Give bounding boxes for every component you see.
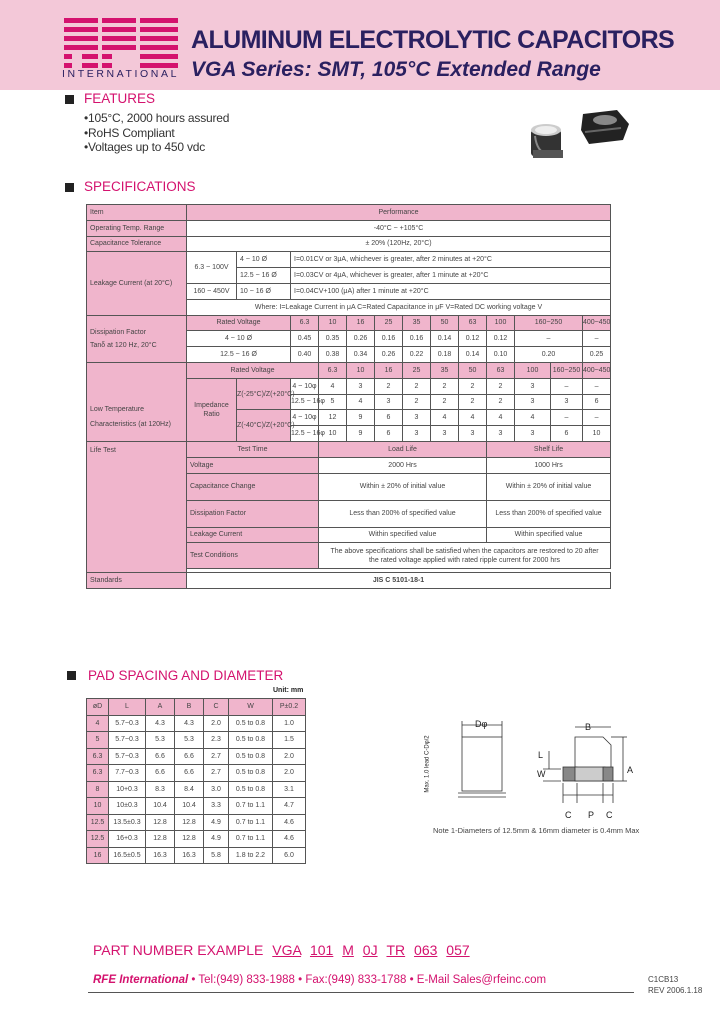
lt-cell: 6: [583, 394, 611, 410]
footer-divider: [88, 992, 634, 993]
lt-cell: 3: [459, 426, 487, 442]
lt-volt: 10: [347, 362, 375, 378]
pad-cell: 16+0.3: [109, 831, 146, 848]
lt-cell: 9: [347, 426, 375, 442]
lt-dia: 12.5 ~ 16φ: [291, 394, 319, 410]
lt-volt: 160~250: [551, 362, 583, 378]
features-list: [84, 111, 229, 155]
pad-cell: 4.7: [273, 798, 306, 815]
lt-cell: –: [583, 378, 611, 394]
pad-cell: 2.0: [273, 748, 306, 765]
leak-load: Within specified value: [319, 527, 487, 543]
lt-cell: 3: [551, 394, 583, 410]
lt-cell: 3: [431, 426, 459, 442]
pad-cell: 0.5 to 0.8: [229, 781, 273, 798]
pad-cell: 2.7: [204, 765, 229, 782]
pad-cell: 8.4: [175, 781, 204, 798]
df-cell: 0.16: [403, 331, 431, 347]
pad-cell: 10.4: [175, 798, 204, 815]
lt-cell: 6: [551, 426, 583, 442]
pad-cell: 7.7~0.3: [109, 765, 146, 782]
pad-cell: 3.0: [204, 781, 229, 798]
pad-h: B: [175, 699, 204, 716]
unit-label: Unit: mm: [273, 687, 304, 694]
part-number-example: [93, 942, 470, 958]
lt-cell: 3: [487, 426, 515, 442]
df-h: 25: [375, 315, 403, 331]
pad-cell: 5: [87, 732, 109, 749]
diss-shelf: Less than 200% of specified value: [487, 500, 611, 527]
standards-label: Standards: [87, 573, 187, 589]
pad-cell: 5.3: [146, 732, 175, 749]
dim-w: W: [537, 769, 546, 779]
lt-volt: 400~450: [583, 362, 611, 378]
df-h: 63: [459, 315, 487, 331]
test-time: Test Time: [187, 441, 319, 457]
lt-volt: 35: [431, 362, 459, 378]
part-code: VGA: [272, 942, 302, 958]
lt-cell: 3: [347, 378, 375, 394]
lt-cell: 2: [375, 378, 403, 394]
df-sub: Tanδ at 120 Hz, 20°C: [90, 341, 157, 349]
pad-cell: 12.8: [175, 831, 204, 848]
feature-item: •Voltages up to 450 vdc: [84, 140, 206, 154]
load-life: Load Life: [319, 441, 487, 457]
leak-dia: 12.5 ~ 16 Ø: [237, 268, 291, 284]
pad-cell: 2.7: [204, 748, 229, 765]
lt-cell: 5: [319, 394, 347, 410]
capacitor-product-image: [525, 106, 635, 166]
df-cell: –: [515, 331, 583, 347]
lt-cond: Z(-25°C)/Z(+20°C): [237, 378, 291, 410]
voltage-label: Voltage: [187, 457, 319, 473]
df-h: 100: [487, 315, 515, 331]
pad-cell: 4.9: [204, 814, 229, 831]
lt-cell: 6: [375, 426, 403, 442]
part-code: 057: [446, 942, 470, 958]
lt-cell: 12: [319, 410, 347, 426]
dim-c-right: C: [606, 810, 613, 820]
df-cell: 0.38: [319, 347, 347, 363]
pad-cell: 1.0: [273, 715, 306, 732]
page-subtitle: [191, 58, 601, 82]
cap-tol-label: Capacitance Tolerance: [87, 236, 187, 252]
lt-dia: 4 ~ 10φ: [291, 378, 319, 394]
load-hrs: 2000 Hrs: [319, 457, 487, 473]
df-cell: 0.26: [375, 347, 403, 363]
section-bullet: [67, 671, 76, 680]
df-cell: 0.25: [583, 347, 611, 363]
lt-label-cell: [87, 362, 187, 441]
features-heading: FEATURES: [84, 91, 156, 106]
pad-cell: 0.5 to 0.8: [229, 748, 273, 765]
lt-volt: 25: [403, 362, 431, 378]
item-header: Item: [87, 205, 187, 221]
pad-h: øD: [87, 699, 109, 716]
dimension-drawing: [425, 715, 655, 825]
pad-cell: 5.3: [175, 732, 204, 749]
diss-label: Dissipation Factor: [187, 500, 319, 527]
pad-cell: 6.6: [175, 765, 204, 782]
leak-row: [87, 252, 611, 268]
dim-d: Dφ: [475, 719, 488, 729]
lt-cell: 3: [515, 378, 551, 394]
lt-cell: 6: [375, 410, 403, 426]
pad-cell: 12.8: [175, 814, 204, 831]
pad-cell: 16.3: [175, 847, 204, 864]
pad-cell: 4.3: [175, 715, 204, 732]
pad-row: [87, 798, 306, 815]
leak-dia: 10 ~ 16 Ø: [237, 283, 291, 299]
shelf-hrs: 1000 Hrs: [487, 457, 611, 473]
pad-cell: 4.6: [273, 814, 306, 831]
pad-cell: 6.0: [273, 847, 306, 864]
pad-cell: 0.5 to 0.8: [229, 715, 273, 732]
pad-cell: 16.5±0.5: [109, 847, 146, 864]
part-code: TR: [386, 942, 406, 958]
pad-cell: 6.3: [87, 765, 109, 782]
pad-cell: 0.5 to 0.8: [229, 765, 273, 782]
cap-change-label: Capacitance Change: [187, 473, 319, 500]
df-header-row: [87, 315, 611, 331]
pad-cell: 12.5: [87, 814, 109, 831]
feature-item: •105°C, 2000 hours assured: [84, 111, 230, 125]
dim-a: A: [627, 765, 634, 775]
lt-cell: 3: [515, 394, 551, 410]
pad-cell: 10: [87, 798, 109, 815]
pad-h: A: [146, 699, 175, 716]
df-label-cell: [87, 315, 187, 362]
pad-header-row: [87, 699, 306, 716]
pad-row: [87, 814, 306, 831]
pad-row: [87, 831, 306, 848]
lt-volt: 6.3: [319, 362, 347, 378]
pad-h: L: [109, 699, 146, 716]
df-cell: 0.14: [431, 331, 459, 347]
pad-row: [87, 732, 306, 749]
pad-cell: 1.5: [273, 732, 306, 749]
lt-cell: 4: [459, 410, 487, 426]
pad-cell: 10±0.3: [109, 798, 146, 815]
lt-sub: Characteristics (at 120Hz): [90, 420, 171, 428]
pad-cell: 3.1: [273, 781, 306, 798]
op-temp-row: [87, 220, 611, 236]
part-code: M: [342, 942, 354, 958]
leak-volt: 160 ~ 450V: [187, 283, 237, 299]
pad-cell: 8: [87, 781, 109, 798]
leak-volt: 6.3 ~ 100V: [187, 252, 237, 284]
dim-b: B: [585, 722, 592, 732]
doc-code: C1CB13: [648, 975, 679, 984]
pad-cell: 2.0: [204, 715, 229, 732]
pad-cell: 4: [87, 715, 109, 732]
pad-cell: 4.6: [273, 831, 306, 848]
pad-h: C: [204, 699, 229, 716]
lt-cond: Z(-40°C)/Z(+20°C): [237, 410, 291, 442]
footer-contact: [93, 974, 546, 986]
test-cond-label: Test Conditions: [187, 543, 319, 569]
pad-cell: 2.0: [273, 765, 306, 782]
pad-cell: 6.6: [146, 765, 175, 782]
lt-cell: 3: [403, 426, 431, 442]
leak-formula: I=0.04CV+100 (μA) after 1 minute at +20°C: [291, 283, 611, 299]
df-cell: 0.12: [459, 331, 487, 347]
pad-cell: 10+0.3: [109, 781, 146, 798]
pad-row: [87, 715, 306, 732]
drawing-note: Note 1-Diameters of 12.5mm & 16mm diameter is 0.4mm Max: [433, 826, 640, 835]
pad-cell: 5.7~0.3: [109, 715, 146, 732]
df-cell: –: [583, 331, 611, 347]
op-temp-value: -40°C ~ +105°C: [187, 220, 611, 236]
pad-cell: 3.3: [204, 798, 229, 815]
pad-cell: 0.7 to 1.1: [229, 798, 273, 815]
pad-cell: 5.7~0.3: [109, 748, 146, 765]
logo-subtitle: INTERNATIONAL: [62, 68, 180, 80]
feature-item: •RoHS Compliant: [84, 125, 175, 140]
lt-dia: 4 ~ 10φ: [291, 410, 319, 426]
pad-heading: PAD SPACING AND DIAMETER: [88, 668, 284, 683]
series-desc: SMT, 105°C Extended Range: [317, 58, 601, 81]
part-number-label: PART NUMBER EXAMPLE: [93, 942, 264, 958]
pad-row: [87, 748, 306, 765]
pad-row: [87, 765, 306, 782]
lt-cell: 2: [403, 394, 431, 410]
pad-cell: 4.9: [204, 831, 229, 848]
df-cell: 0.20: [515, 347, 583, 363]
lt-dia: 12.5 ~ 16φ: [291, 426, 319, 442]
pad-cell: 16: [87, 847, 109, 864]
cap-tol-value: ± 20% (120Hz, 20°C): [187, 236, 611, 252]
lt-cell: 2: [459, 394, 487, 410]
lt-volt: 16: [375, 362, 403, 378]
df-cell: 0.10: [487, 347, 515, 363]
lt-cell: 2: [487, 378, 515, 394]
section-bullet: [65, 95, 74, 104]
test-cond-value: The above specifications shall be satisfied when the capacitors are restored to 20 after the rated voltage applied with rated ripple current for 2000 hrs: [319, 543, 611, 569]
pad-cell: 1.8 to 2.2: [229, 847, 273, 864]
lt-cell: 2: [431, 378, 459, 394]
pad-cell: 6.3: [87, 748, 109, 765]
leak-formula: I=0.03CV or 4μA, whichever is greater, after 1 minute at +20°C: [291, 268, 611, 284]
page-title: ALUMINUM ELECTROLYTIC CAPACITORS: [191, 26, 675, 54]
lt-cell: 2: [459, 378, 487, 394]
cap-change-load: Within ± 20% of initial value: [319, 473, 487, 500]
lt-cell: 4: [431, 410, 459, 426]
leak-formula: I=0.01CV or 3μA, whichever is greater, after 2 minutes at +20°C: [291, 252, 611, 268]
df-cell: 12.5 ~ 16 Ø: [187, 347, 291, 363]
pad-h: W: [229, 699, 273, 716]
lt-cell: 4: [319, 378, 347, 394]
lt-volt: 50: [459, 362, 487, 378]
lt-cell: 2: [403, 378, 431, 394]
leak-shelf: Within specified value: [487, 527, 611, 543]
dim-p: P: [588, 810, 595, 820]
footer-details: • Tel:(949) 833-1988 • Fax:(949) 833-1788 • E-Mail Sales@rfeinc.com: [188, 974, 547, 986]
df-cell: 0.16: [375, 331, 403, 347]
life-row: [87, 441, 611, 457]
pad-cell: 13.5±0.3: [109, 814, 146, 831]
dim-c-left: C: [565, 810, 572, 820]
standards-row: [87, 573, 611, 589]
leak-dia: 4 ~ 10 Ø: [237, 252, 291, 268]
lt-volt: 63: [487, 362, 515, 378]
pad-cell: 12.8: [146, 814, 175, 831]
lt-cell: 4: [487, 410, 515, 426]
revision: REV 2006.1.18: [648, 986, 703, 995]
pad-cell: 5.7~0.3: [109, 732, 146, 749]
pad-cell: 6.6: [146, 748, 175, 765]
life-label: Life Test: [87, 441, 187, 572]
shelf-life: Shelf Life: [487, 441, 611, 457]
pad-table: [86, 698, 306, 864]
df-h: 10: [319, 315, 347, 331]
df-cell: 0.45: [291, 331, 319, 347]
df-cell: 0.14: [459, 347, 487, 363]
df-cell: 0.34: [347, 347, 375, 363]
pad-cell: 2.3: [204, 732, 229, 749]
lt-cell: 4: [347, 394, 375, 410]
leak-label: Leakage Current: [187, 527, 319, 543]
spec-header-row: [87, 205, 611, 221]
pad-h: P±0.2: [273, 699, 306, 716]
leak-note: Where: I=Leakage Current in μA C=Rated Capacitance in μF V=Rated DC working voltage V: [187, 299, 611, 315]
lt-cell: 2: [431, 394, 459, 410]
section-bullet: [65, 183, 74, 192]
standards-value: JIS C 5101-18-1: [187, 573, 611, 589]
df-h: 16: [347, 315, 375, 331]
df-cell: 4 ~ 10 Ø: [187, 331, 291, 347]
lt-cell: –: [551, 410, 583, 426]
specifications-table: [86, 204, 611, 589]
pad-row: [87, 781, 306, 798]
df-label: Dissipation Factor: [90, 328, 147, 336]
pad-cell: 0.5 to 0.8: [229, 732, 273, 749]
lt-cell: 10: [583, 426, 611, 442]
lt-cell: –: [551, 378, 583, 394]
op-temp-label: Operating Temp. Range: [87, 220, 187, 236]
specifications-heading: SPECIFICATIONS: [84, 179, 196, 194]
series-name: VGA Series:: [191, 58, 312, 81]
cap-change-shelf: Within ± 20% of initial value: [487, 473, 611, 500]
side-note: Max. 1.0 lead C-Dφ/2: [424, 735, 431, 793]
pad-cell: 10.4: [146, 798, 175, 815]
df-cell: 0.12: [487, 331, 515, 347]
lt-label: Low Temperature: [90, 405, 144, 413]
lt-cell: 9: [347, 410, 375, 426]
part-code: 0J: [362, 942, 378, 958]
df-h: 6.3: [291, 315, 319, 331]
pad-cell: 16.3: [146, 847, 175, 864]
footer-company: RFE International: [93, 974, 189, 986]
diss-load: Less than 200% of specified value: [319, 500, 487, 527]
lt-impedance: Impedance Ratio: [187, 378, 237, 441]
pad-cell: 4.3: [146, 715, 175, 732]
dim-l: L: [538, 750, 544, 760]
df-h: Rated Voltage: [187, 315, 291, 331]
pad-cell: 12.8: [146, 831, 175, 848]
lt-cell: 2: [487, 394, 515, 410]
lt-cell: –: [583, 410, 611, 426]
part-code: 101: [309, 942, 334, 958]
df-cell: 0.26: [347, 331, 375, 347]
df-h: 160~250: [515, 315, 583, 331]
pad-cell: 8.3: [146, 781, 175, 798]
cap-tol-row: [87, 236, 611, 252]
pad-cell: 12.5: [87, 831, 109, 848]
df-cell: 0.18: [431, 347, 459, 363]
lt-rated: Rated Voltage: [187, 362, 319, 378]
df-h: 35: [403, 315, 431, 331]
df-cell: 0.22: [403, 347, 431, 363]
leakage-label: Leakage Current (at 20°C): [87, 252, 187, 315]
performance-header: Performance: [187, 205, 611, 221]
df-cell: 0.35: [319, 331, 347, 347]
lt-volt: 100: [515, 362, 551, 378]
part-code: 063: [414, 942, 438, 958]
df-h: 400~450: [583, 315, 611, 331]
pad-cell: 0.7 to 1.1: [229, 814, 273, 831]
lt-cell: 3: [515, 426, 551, 442]
lt-cell: 3: [375, 394, 403, 410]
df-cell: 0.40: [291, 347, 319, 363]
lt-cell: 4: [515, 410, 551, 426]
pad-cell: 0.7 to 1.1: [229, 831, 273, 848]
pad-cell: 5.8: [204, 847, 229, 864]
rfe-logo: [58, 18, 186, 78]
lt-cell: 10: [319, 426, 347, 442]
lt-header-row: [87, 362, 611, 378]
pad-cell: 6.6: [175, 748, 204, 765]
pad-row: [87, 847, 306, 864]
df-h: 50: [431, 315, 459, 331]
lt-cell: 3: [403, 410, 431, 426]
